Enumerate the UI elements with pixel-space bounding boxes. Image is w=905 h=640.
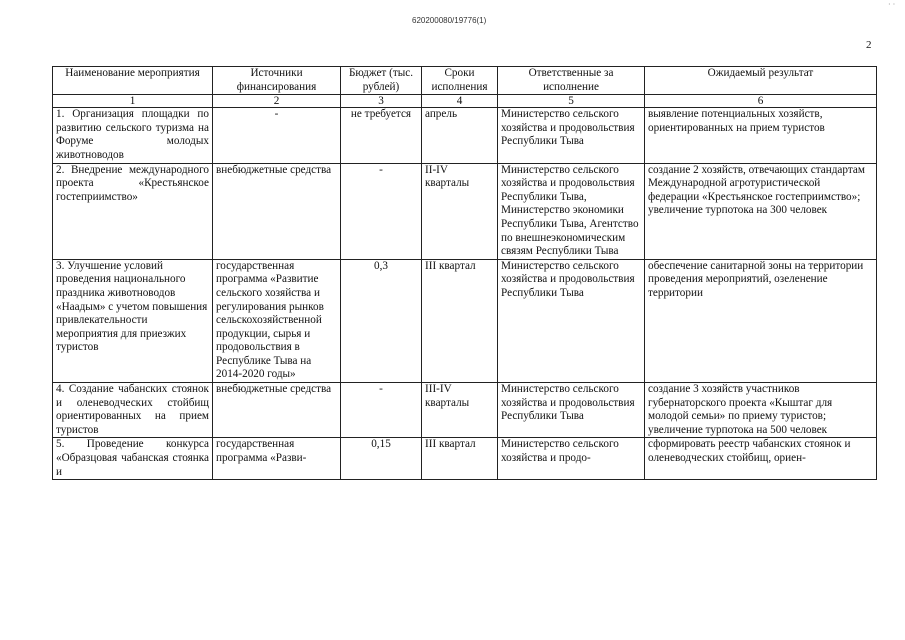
table-row [53,438,877,480]
column-number-row [53,95,877,108]
document-id: 620200080/19776(1) [412,16,487,25]
event-name: 2. Внедрение международного проекта «Крестьянское гостеприимство» [53,163,213,259]
event-name: 5. Проведение конкурса «Образцовая чабанская стоянка и [53,438,213,480]
budget-value: не требуется [341,108,422,163]
term: III квартал [422,438,498,480]
plan-table [52,66,877,480]
page-number: 2 [866,39,872,51]
table-row [53,108,877,163]
expected-result: обеспечение санитарной зоны на территории проведения мероприятий, озеленение территории [645,259,877,382]
responsible: Министерство сельского хозяйства и продовольствия Республики Тыва [498,383,645,438]
funding-source: - [213,108,341,163]
expected-result: создание 2 хозяйств, отвечающих стандартам Международной агротуристической федерации «Крестьянское гостеприимство»; увеличение турпотока на 300 человек [645,163,877,259]
header-row [53,67,877,95]
header-source: Источники финансирования [213,67,341,95]
header-responsible: Ответственные за исполнение [498,67,645,95]
funding-source: внебюджетные средства [213,163,341,259]
corner-mark: · · [888,0,896,9]
term: III квартал [422,259,498,382]
budget-value: - [341,163,422,259]
column-number: 1 [53,95,213,108]
responsible: Министерство сельского хозяйства и продовольствия Республики Тыва [498,259,645,382]
header-term: Сроки исполнения [422,67,498,95]
budget-value: 0,3 [341,259,422,382]
term: апрель [422,108,498,163]
term: II-IV кварталы [422,163,498,259]
event-name: 4. Создание чабанских стоянок и оленеводческих стойбищ ориентированных на прием туристов [53,383,213,438]
column-number: 4 [422,95,498,108]
responsible: Министерство сельского хозяйства и продовольствия Республики Тыва, Министерство экономики Республики Тыва, Агентство по внешнеэкономическим связям Республики Тыва [498,163,645,259]
budget-value: - [341,383,422,438]
expected-result: выявление потенциальных хозяйств, ориентированных на прием туристов [645,108,877,163]
table-row [53,259,877,382]
funding-source: внебюджетные средства [213,383,341,438]
column-number: 3 [341,95,422,108]
header-result: Ожидаемый результат [645,67,877,95]
funding-source: государственная программа «Разви- [213,438,341,480]
budget-value: 0,15 [341,438,422,480]
table-row [53,383,877,438]
expected-result: создание 3 хозяйств участников губернаторского проекта «Кыштаг для молодой семьи» по приему туристов; увеличение турпотока на 500 человек [645,383,877,438]
event-name: 1. Организация площадки по развитию сельского туризма на Форуме молодых животноводов [53,108,213,163]
funding-source: государственная программа «Развитие сельского хозяйства и регулирования рынков сельскохозяйственной продукции, сырья и продовольствия в Республике Тыва на 2014-2020 годы» [213,259,341,382]
column-number: 6 [645,95,877,108]
responsible: Министерство сельского хозяйства и продовольствия Республики Тыва [498,108,645,163]
expected-result: сформировать реестр чабанских стоянок и оленеводческих стойбищ, ориен- [645,438,877,480]
header-budget: Бюджет (тыс. рублей) [341,67,422,95]
event-name: 3. Улучшение условий проведения национального праздника животноводов «Наадым» с учетом повышения привлекательности мероприятия для приезжих туристов [53,259,213,382]
column-number: 5 [498,95,645,108]
table-row [53,163,877,259]
term: III-IV кварталы [422,383,498,438]
column-number: 2 [213,95,341,108]
header-name: Наименование мероприятия [53,67,213,95]
responsible: Министерство сельского хозяйства и продо- [498,438,645,480]
